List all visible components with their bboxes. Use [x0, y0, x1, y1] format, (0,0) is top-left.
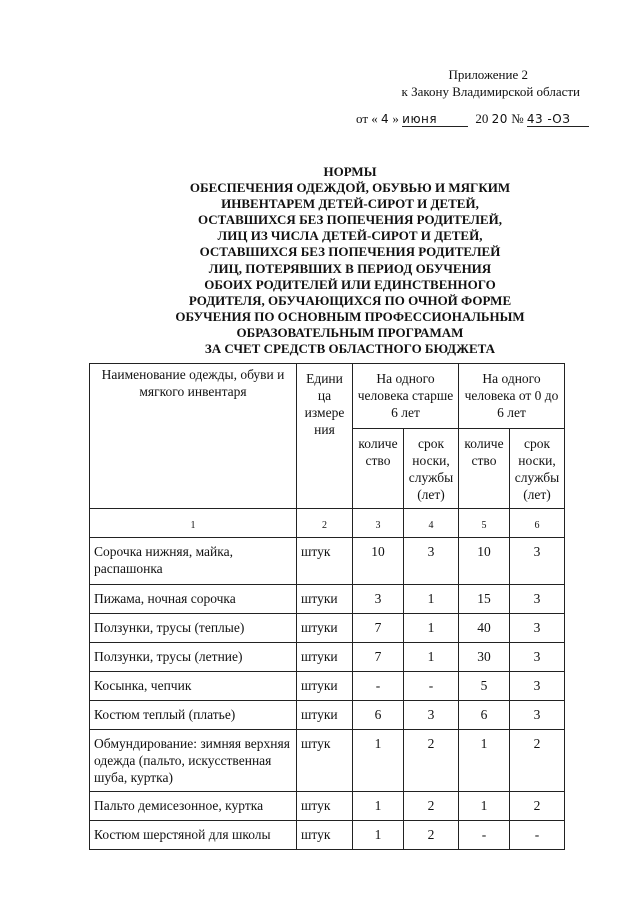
item-unit: штуки: [297, 701, 353, 730]
column-number: 6: [510, 509, 565, 538]
header-qty: количе ство: [459, 429, 510, 509]
date-line: [356, 111, 589, 127]
item-name: Пижама, ночная сорочка: [90, 585, 297, 614]
number-sign: №: [511, 111, 524, 126]
item-qty-younger: 6: [459, 701, 510, 730]
item-qty-younger: 1: [459, 792, 510, 821]
header-qty: количе ство: [353, 429, 404, 509]
item-term-younger: -: [510, 821, 565, 850]
item-term-younger: 3: [510, 614, 565, 643]
item-unit: штук: [297, 821, 353, 850]
item-name: Обмундирование: зимняя верхняя одежда (пальто, искусственная шуба, куртка): [90, 730, 297, 792]
year-suffix: 20: [491, 112, 508, 126]
item-qty-older: -: [353, 672, 404, 701]
header-group-younger: На одного человека от 0 до 6 лет: [459, 364, 565, 429]
item-term-older: 1: [404, 585, 459, 614]
item-term-younger: 3: [510, 701, 565, 730]
title-line: ИНВЕНТАРЕМ ДЕТЕЙ-СИРОТ И ДЕТЕЙ,: [221, 196, 479, 212]
title-line: ОСТАВШИХСЯ БЕЗ ПОПЕЧЕНИЯ РОДИТЕЛЕЙ,: [198, 212, 502, 228]
item-term-younger: 3: [510, 643, 565, 672]
column-number-row: [90, 509, 565, 538]
item-qty-older: 7: [353, 614, 404, 643]
title-line: ОБОИХ РОДИТЕЛЕЙ ИЛИ ЕДИНСТВЕННОГО: [204, 276, 496, 292]
item-qty-older: 1: [353, 821, 404, 850]
table-row: [90, 730, 565, 792]
header-row: [90, 364, 565, 429]
column-number: 3: [353, 509, 404, 538]
table-row: [90, 701, 565, 730]
table-row: [90, 643, 565, 672]
title-line: ОБЕСПЕЧЕНИЯ ОДЕЖДОЙ, ОБУВЬЮ И МЯГКИМ: [189, 180, 511, 196]
title-line: ЛИЦ ИЗ ЧИСЛА ДЕТЕЙ-СИРОТ И ДЕТЕЙ,: [217, 228, 483, 244]
table-row: [90, 672, 565, 701]
header-group-older: На одного человека старше 6 лет: [353, 364, 459, 429]
item-term-older: 2: [404, 792, 459, 821]
date-prefix: от «: [356, 111, 378, 126]
title-line: ЛИЦ, ПОТЕРЯВШИХ В ПЕРИОД ОБУЧЕНИЯ: [208, 260, 492, 276]
item-term-older: -: [404, 672, 459, 701]
column-number: 2: [297, 509, 353, 538]
header-unit: Едини ца измере ния: [297, 364, 353, 509]
appendix-label: Приложение 2: [448, 67, 528, 82]
date-mid: »: [392, 111, 399, 126]
item-qty-younger: 30: [459, 643, 510, 672]
item-term-older: 1: [404, 614, 459, 643]
appendix-block: [380, 66, 580, 100]
item-qty-younger: 5: [459, 672, 510, 701]
item-qty-older: 1: [353, 730, 404, 792]
item-qty-younger: -: [459, 821, 510, 850]
title-line: ОБРАЗОВАТЕЛЬНЫМ ПРОГРАМАМ: [236, 324, 464, 340]
item-term-older: 2: [404, 821, 459, 850]
date-month: июня: [402, 112, 468, 127]
table-row: [90, 821, 565, 850]
item-unit: штуки: [297, 672, 353, 701]
item-qty-younger: 10: [459, 538, 510, 585]
title-line: ОБУЧЕНИЯ ПО ОСНОВНЫМ ПРОФЕССИОНАЛЬНЫМ: [175, 308, 525, 324]
item-name: Ползунки, трусы (теплые): [90, 614, 297, 643]
year-prefix: 20: [475, 111, 489, 126]
item-qty-older: 1: [353, 792, 404, 821]
item-name: Ползунки, трусы (летние): [90, 643, 297, 672]
column-number: 5: [459, 509, 510, 538]
item-term-younger: 2: [510, 730, 565, 792]
table-row: [90, 538, 565, 585]
item-unit: штук: [297, 792, 353, 821]
column-number: 1: [90, 509, 297, 538]
item-qty-older: 10: [353, 538, 404, 585]
item-term-older: 1: [404, 643, 459, 672]
header-term: срок носки, службы (лет): [404, 429, 459, 509]
document-title: [100, 164, 600, 357]
item-term-younger: 3: [510, 672, 565, 701]
item-qty-older: 7: [353, 643, 404, 672]
item-term-younger: 3: [510, 538, 565, 585]
column-number: 4: [404, 509, 459, 538]
item-unit: штуки: [297, 585, 353, 614]
item-term-younger: 3: [510, 585, 565, 614]
item-unit: штук: [297, 730, 353, 792]
item-qty-younger: 15: [459, 585, 510, 614]
title-line: НОРМЫ: [323, 164, 377, 179]
title-line: ОСТАВШИХСЯ БЕЗ ПОПЕЧЕНИЯ РОДИТЕЛЕЙ: [199, 244, 501, 260]
item-unit: штук: [297, 538, 353, 585]
table-row: [90, 792, 565, 821]
item-name: Костюм теплый (платье): [90, 701, 297, 730]
item-name: Сорочка нижняя, майка, распашонка: [90, 538, 297, 585]
title-line: РОДИТЕЛЯ, ОБУЧАЮЩИХСЯ ПО ОЧНОЙ ФОРМЕ: [188, 292, 512, 308]
item-term-older: 3: [404, 538, 459, 585]
header-term: срок носки, службы (лет): [510, 429, 565, 509]
law-name: к Закону Владимирской области: [401, 84, 580, 99]
law-number: 43 -ОЗ: [527, 112, 589, 127]
date-day: 4: [381, 112, 390, 126]
table-row: [90, 614, 565, 643]
item-unit: штуки: [297, 614, 353, 643]
item-name: Косынка, чепчик: [90, 672, 297, 701]
item-qty-older: 6: [353, 701, 404, 730]
item-qty-younger: 40: [459, 614, 510, 643]
item-term-older: 2: [404, 730, 459, 792]
item-qty-younger: 1: [459, 730, 510, 792]
item-unit: штуки: [297, 643, 353, 672]
item-term-older: 3: [404, 701, 459, 730]
item-term-younger: 2: [510, 792, 565, 821]
table-row: [90, 585, 565, 614]
title-line: ЗА СЧЕТ СРЕДСТВ ОБЛАСТНОГО БЮДЖЕТА: [204, 341, 496, 357]
norms-table: [89, 363, 565, 850]
item-name: Костюм шерстяной для школы: [90, 821, 297, 850]
item-name: Пальто демисезонное, куртка: [90, 792, 297, 821]
header-name: Наименование одежды, обуви и мягкого инвентаря: [90, 364, 297, 509]
item-qty-older: 3: [353, 585, 404, 614]
